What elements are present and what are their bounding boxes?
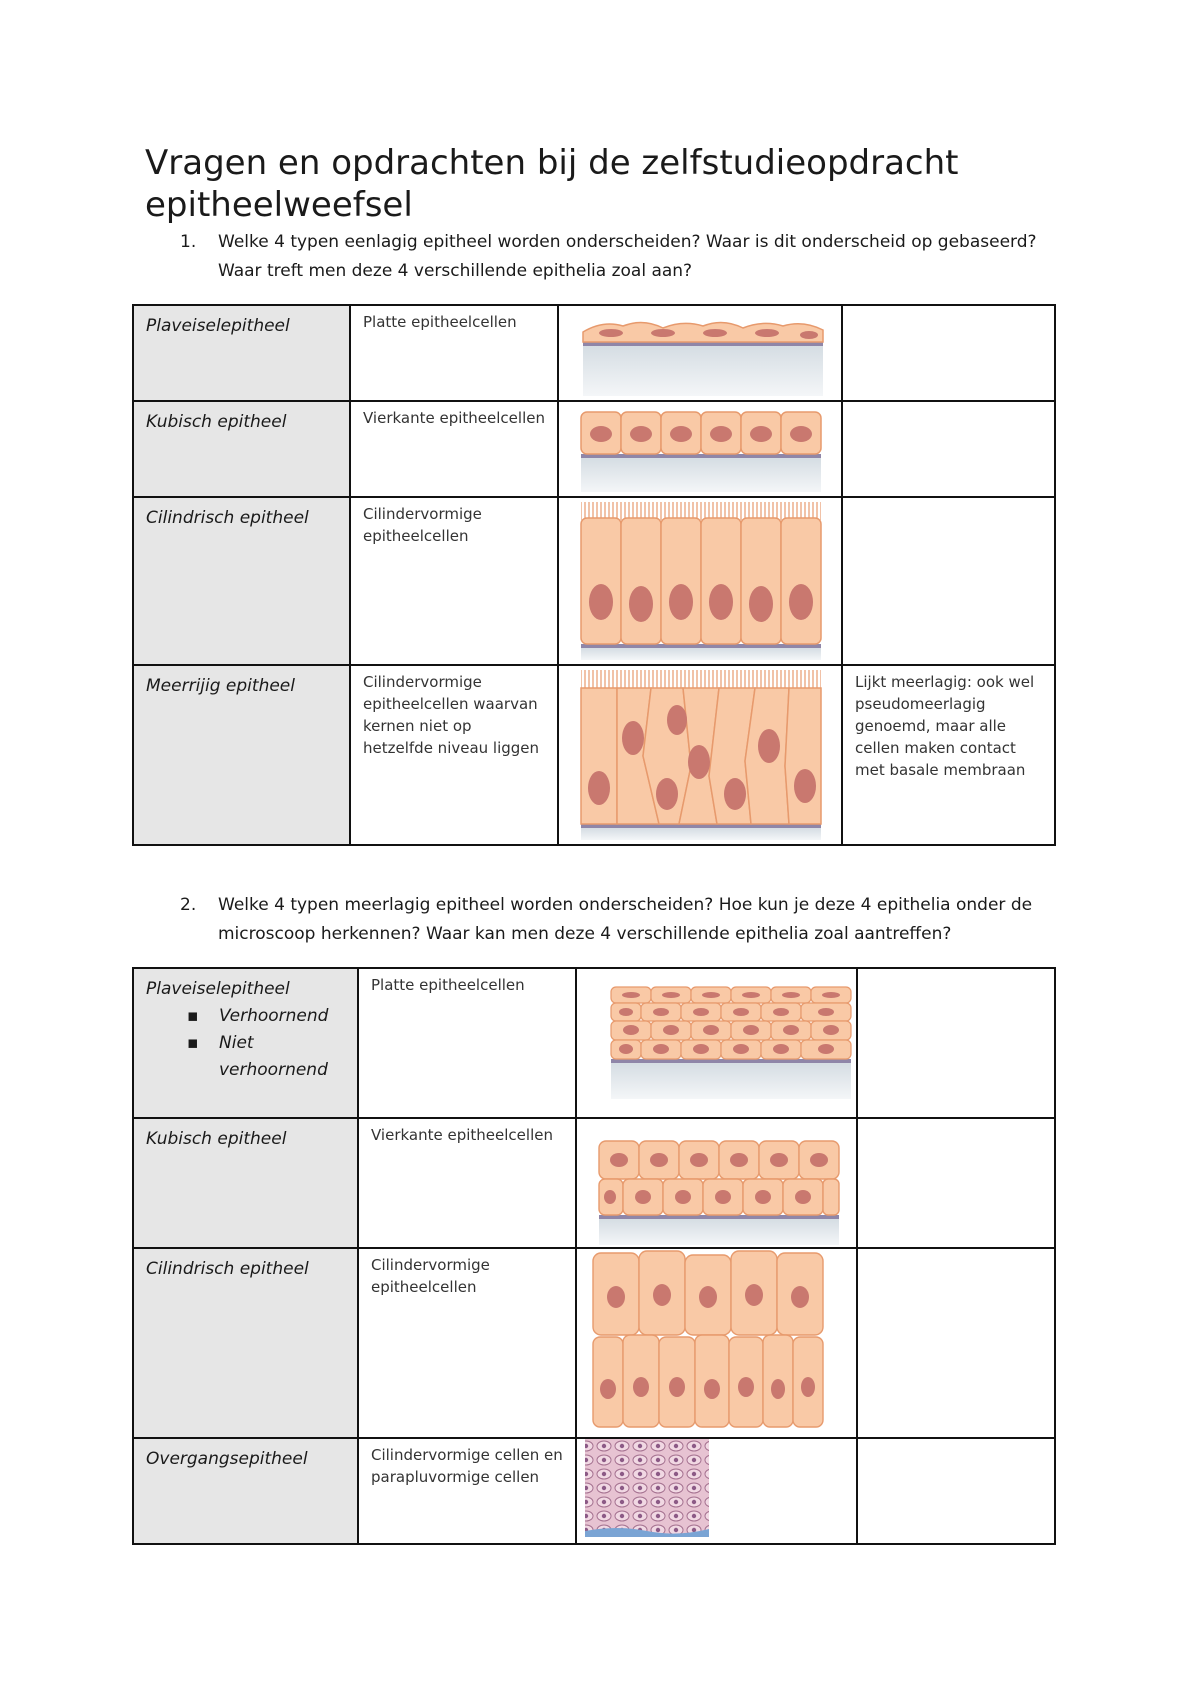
list-item: ▪ Niet verhoornend — [174, 1030, 345, 1084]
page-title — [145, 142, 959, 226]
row-note — [857, 968, 1055, 1118]
table-simple-epithelium — [132, 304, 1056, 846]
table-row — [133, 968, 1055, 1118]
table-row — [133, 1438, 1055, 1544]
question-text: Welke 4 typen meerlagig epitheel worden onderscheiden? Hoe kun je deze 4 epithelia onder de microscoop herkennen? Waar kan men deze 4 verschillende epithelia zoal aantreffen? — [218, 895, 1033, 944]
title-line-1: Vragen en opdrachten bij de zelfstudieopdracht — [145, 143, 959, 183]
row-note — [857, 1248, 1055, 1438]
row-label: Overgangsepitheel — [133, 1438, 358, 1544]
row-note — [857, 1438, 1055, 1544]
table-stratified-epithelium — [132, 967, 1056, 1545]
stratified-squamous-epithelium-illustration — [576, 968, 857, 1118]
title-line-2: epitheelweefsel — [145, 185, 413, 225]
table-row — [133, 665, 1055, 845]
row-label: Plaveiselepitheel — [133, 305, 350, 401]
row-label: Meerrijig epitheel — [133, 665, 350, 845]
row-note — [842, 305, 1055, 401]
transitional-epithelium-micrograph — [576, 1438, 857, 1544]
sub-item-list — [146, 1003, 345, 1084]
row-note — [857, 1118, 1055, 1248]
question-number: 2. — [180, 895, 197, 915]
simple-squamous-epithelium-illustration — [558, 305, 842, 401]
row-description: Cilindervormige epitheelcellen waarvan kernen niet op hetzelfde niveau liggen — [350, 665, 558, 845]
row-label — [133, 968, 358, 1118]
row-note — [842, 497, 1055, 665]
question-1 — [180, 228, 1060, 286]
simple-columnar-epithelium-illustration — [558, 497, 842, 665]
table-row — [133, 1248, 1055, 1438]
row-description: Platte epitheelcellen — [358, 968, 576, 1118]
row-label: Kubisch epitheel — [133, 1118, 358, 1248]
table-row — [133, 305, 1055, 401]
stratified-cuboidal-epithelium-illustration — [576, 1118, 857, 1248]
row-description: Vierkante epitheelcellen — [358, 1118, 576, 1248]
row-description: Platte epitheelcellen — [350, 305, 558, 401]
table-row — [133, 401, 1055, 497]
row-note — [842, 401, 1055, 497]
table-row — [133, 1118, 1055, 1248]
row-description: Cilindervormige epitheelcellen — [350, 497, 558, 665]
row-description: Cilindervormige cellen en parapluvormige cellen — [358, 1438, 576, 1544]
row-label: Cilindrisch epitheel — [133, 1248, 358, 1438]
row-label: Cilindrisch epitheel — [133, 497, 350, 665]
question-2 — [180, 891, 1060, 949]
pseudostratified-epithelium-illustration — [558, 665, 842, 845]
table-row — [133, 497, 1055, 665]
simple-cuboidal-epithelium-illustration — [558, 401, 842, 497]
question-text: Welke 4 typen eenlagig epitheel worden onderscheiden? Waar is dit onderscheid op gebaseerd? Waar treft men deze 4 verschillende epithelia zoal aan? — [218, 232, 1037, 281]
row-note: Lijkt meerlagig: ook wel pseudomeerlagig genoemd, maar alle cellen maken contact met basale membraan — [842, 665, 1055, 845]
row-label-text: Plaveiselepitheel — [146, 979, 290, 999]
question-number: 1. — [180, 232, 197, 252]
list-item: ▪ Verhoornend — [174, 1003, 345, 1030]
stratified-columnar-epithelium-illustration — [576, 1248, 857, 1438]
row-label: Kubisch epitheel — [133, 401, 350, 497]
row-description: Vierkante epitheelcellen — [350, 401, 558, 497]
row-description: Cilindervormige epitheelcellen — [358, 1248, 576, 1438]
